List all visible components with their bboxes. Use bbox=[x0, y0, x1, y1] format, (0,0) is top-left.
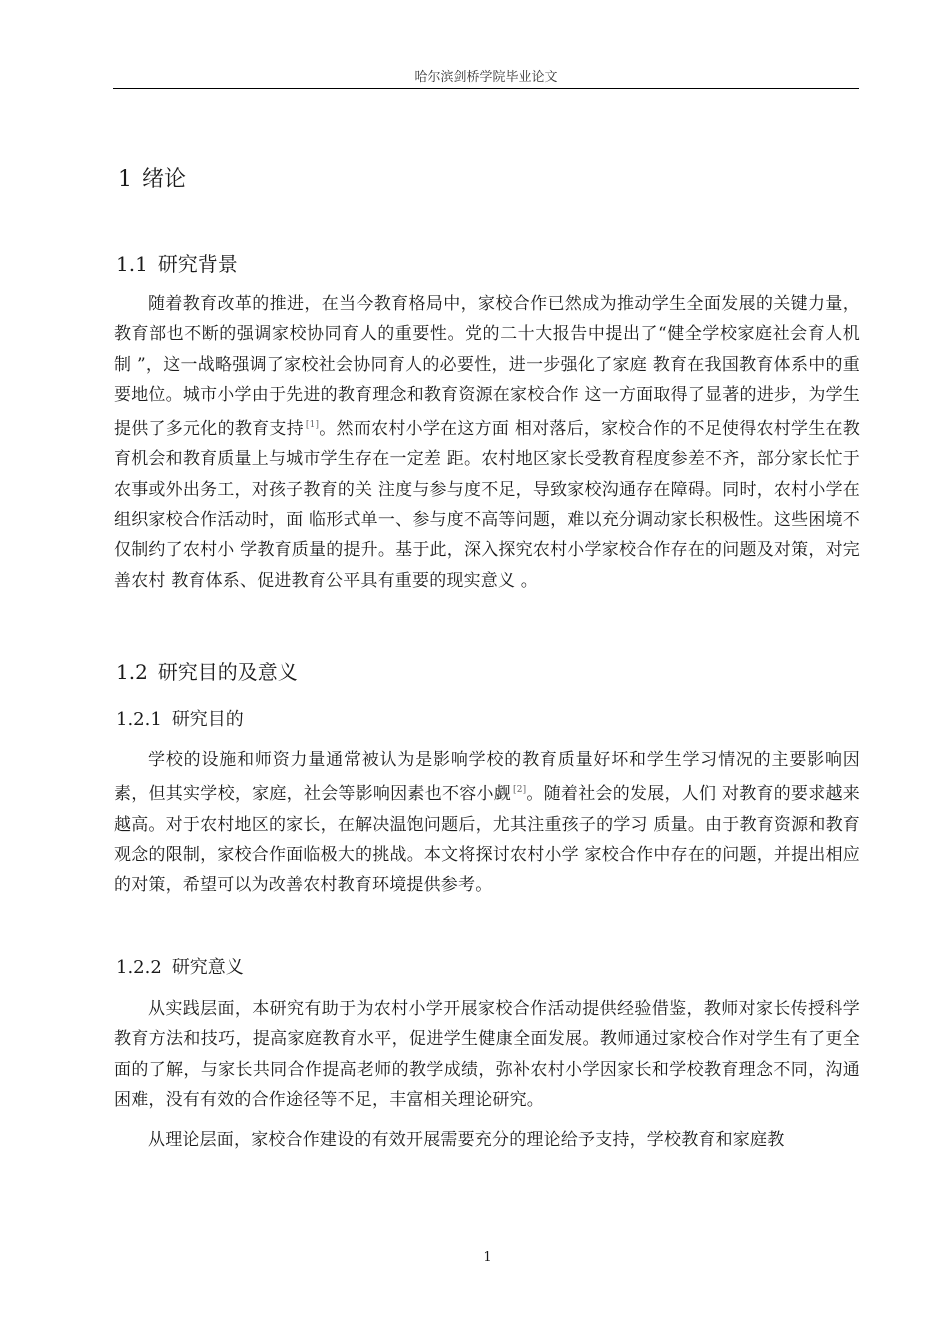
citation-1: [1] bbox=[305, 420, 320, 431]
section-number: 1.1 bbox=[116, 252, 148, 276]
chapter-number: 1 bbox=[118, 167, 132, 192]
chapter-title: 绪论 bbox=[142, 167, 187, 192]
section-number: 1.2 bbox=[116, 660, 148, 684]
background-paragraph bbox=[114, 289, 860, 596]
section-title: 研究目的及意义 bbox=[157, 660, 298, 684]
section-heading-1-1 bbox=[116, 248, 238, 277]
purpose-paragraph bbox=[114, 745, 860, 900]
subsection-title: 研究意义 bbox=[171, 957, 244, 978]
header-divider bbox=[113, 88, 859, 89]
paragraph-text: 随着教育改革的推进，在当今教育格局中，家校合作已然成为推动学生全面发展的关键力量，教育部也不断的强调家校协同育人的重要性。党的二十大报告中提出了“健全学校家庭社会育人机制 ”，这一战略强调了家校社会协同育人的必要性，进一步强化了家庭 教育在我国教育体系中的重要地位。城市小学由于先进的教育理念和教育资源在家校合作 这一方面取得了显著的进步，为学生提供了多元化的教育支持 bbox=[114, 294, 860, 440]
page-number: 1 bbox=[483, 1250, 492, 1265]
section-title: 研究背景 bbox=[157, 252, 238, 276]
significance-paragraph-practice: 从实践层面，本研究有助于为农村小学开展家校合作活动提供经验借鉴，教师对家长传授科学教育方法和技巧，提高家庭教育水平，促进学生健康全面发展。教师通过家校合作对学生有了更全面的了解，与家长共同合作提高老师的教学成绩，弥补农村小学因家长和学校教育理念不同，沟通困难，没有有效的合作途径等不足，丰富相关理论研究。 bbox=[114, 999, 860, 1110]
page-header: 哈尔滨剑桥学院毕业论文 bbox=[414, 70, 558, 85]
paragraph-text: 学校的设施和师资力量通常被认为是影响学校的教育质量好坏和学生学习情况的主要影响因素，但其实学校，家庭，社会等影响因素也不容小觑 bbox=[114, 750, 860, 805]
subsection-heading-1-2-1 bbox=[116, 705, 244, 731]
paragraph-text: 。随着社会的发展，人们 对教育的要求越来越高。对于农村地区的家长，在解决温饱问题后，尤其注重孩子的学习 质量。由于教育资源和教育观念的限制，家校合作面临极大的挑战。本文将探讨农村小学 家校合作中存在的问题，并提出相应的对策，希望可以为改善农村教育环境提供参考。 bbox=[114, 784, 860, 896]
chapter-heading bbox=[118, 162, 186, 193]
section-heading-1-2 bbox=[116, 656, 298, 685]
subsection-number: 1.2.1 bbox=[116, 709, 162, 730]
subsection-heading-1-2-2 bbox=[116, 953, 244, 979]
subsection-number: 1.2.2 bbox=[116, 957, 162, 978]
significance-paragraph-theory: 从理论层面，家校合作建设的有效开展需要充分的理论给予支持，学校教育和家庭教 bbox=[148, 1130, 785, 1150]
subsection-title: 研究目的 bbox=[171, 709, 244, 730]
paragraph-text: 。然而农村小学在这方面 相对落后，家校合作的不足使得农村学生在教育机会和教育质量上与城市学生存在一定差 距。农村地区家长受教育程度参差不齐，部分家长忙于农事或外出务工，对孩子教育的关 注度与参与度不足，导致家校沟通存在障碍。同时，农村小学在组织家校合作活动时，面 临形式单一、参与度不高等问题，难以充分调动家长积极性。这些困境不仅制约了农村小 学教育质量的提升。基于此，深入探究农村小学家校合作存在的问题及对策，对完善农村 教育体系、促进教育公平具有重要的现实意义 。 bbox=[114, 419, 860, 591]
citation-2: [2] bbox=[513, 785, 527, 796]
